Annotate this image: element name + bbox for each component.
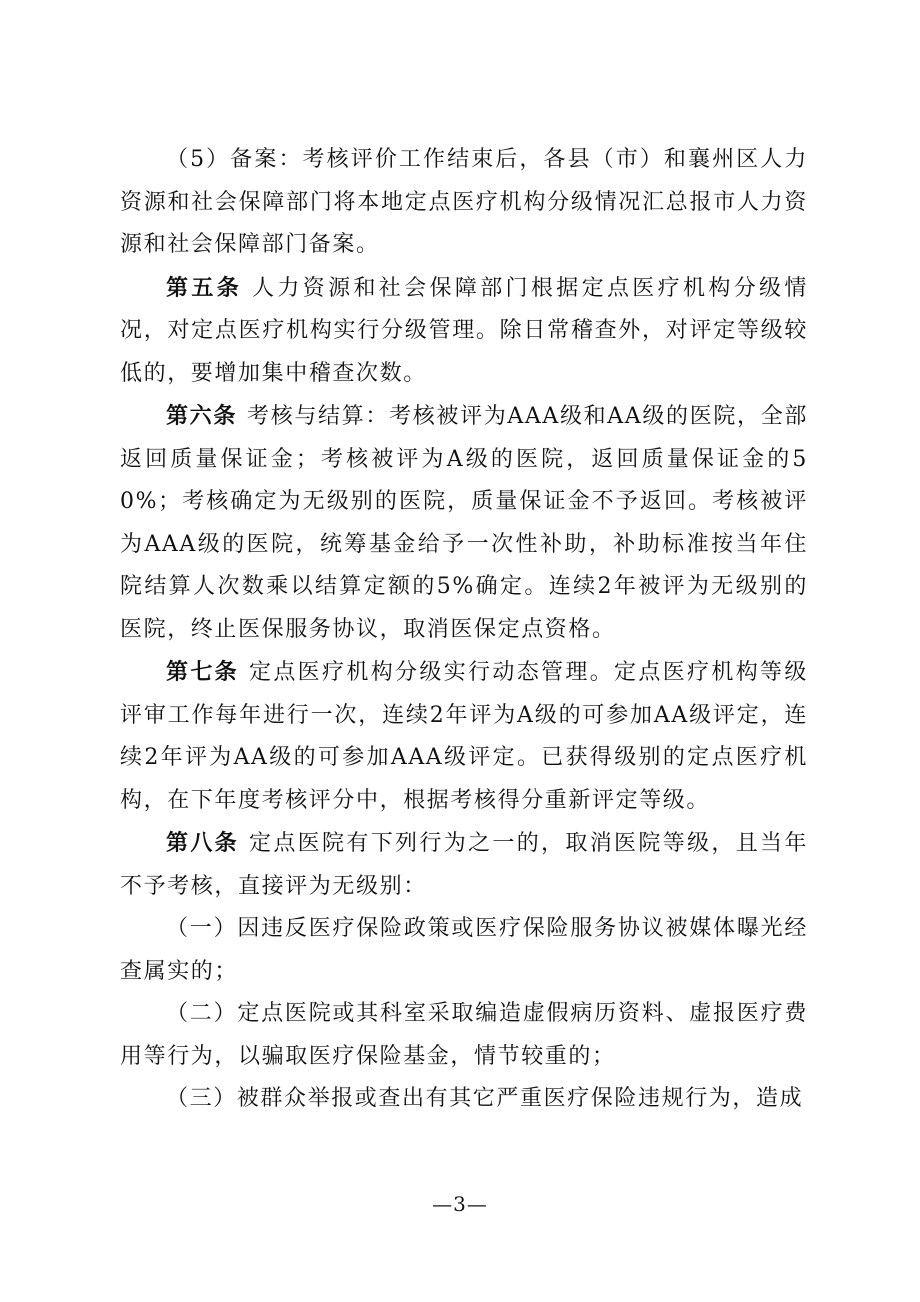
article-text: 考核与结算：考核被评为AAA级和AA级的医院，全部返回质量保证金；考核被评为A级的医院，返回质量保证金的50%；考核确定为无级别的医院，质量保证金不予返回。考核被评为AAA级的医院，统筹基金给予一次性补助，补助标准按当年住院结算人次数乘以结算定额的5%确定。连续2年被评为无级别的医院，终止医保服务协议，取消医保定点资格。: [120, 404, 808, 642]
page-number: —3—: [432, 1192, 488, 1216]
article-label: 第五条: [166, 274, 243, 301]
clause-text: （一）因违反医疗保险政策或医疗保险服务协议被媒体曝光经查属实的；: [120, 916, 808, 984]
article-text: 定点医院有下列行为之一的，取消医院等级，且当年不予考核，直接评为无级别：: [120, 831, 808, 899]
clause-3: [120, 1078, 808, 1121]
article-label: 第六条: [166, 403, 238, 429]
paragraph-filing: [120, 139, 808, 267]
article-8: [120, 822, 808, 908]
article-label: 第七条: [166, 659, 240, 685]
paragraph-text: （5）备案：考核评价工作结束后，各县（市）和襄州区人力资源和社会保障部门将本地定点医疗机构分级情况汇总报市人力资源和社会保障部门备案。: [120, 147, 808, 257]
article-text: 定点医疗机构分级实行动态管理。定点医疗机构等级评审工作每年进行一次，连续2年评为A级的可参加AA级评定，连续2年评为AA级的可参加AAA级评定。已获得级别的定点医疗机构，在下年度考核评分中，根据考核得分重新评定等级。: [120, 660, 808, 813]
clause-text: （三）被群众举报或查出有其它严重医疗保险违规行为，造成: [166, 1086, 804, 1111]
article-5: [120, 267, 808, 396]
document-body: [120, 139, 808, 1121]
article-label: 第八条: [166, 830, 240, 856]
article-6: [120, 395, 808, 651]
clause-1: [120, 908, 808, 993]
article-7: [120, 651, 808, 822]
clause-2: [120, 993, 808, 1078]
article-text: 人力资源和社会保障部门根据定点医疗机构分级情况，对定点医疗机构实行分级管理。除日常稽查外，对评定等级较低的，要增加集中稽查次数。: [120, 275, 809, 386]
clause-text: （二）定点医院或其科室采取编造虚假病历资料、虚报医疗费用等行为，以骗取医疗保险基金，情节较重的；: [120, 1001, 808, 1069]
